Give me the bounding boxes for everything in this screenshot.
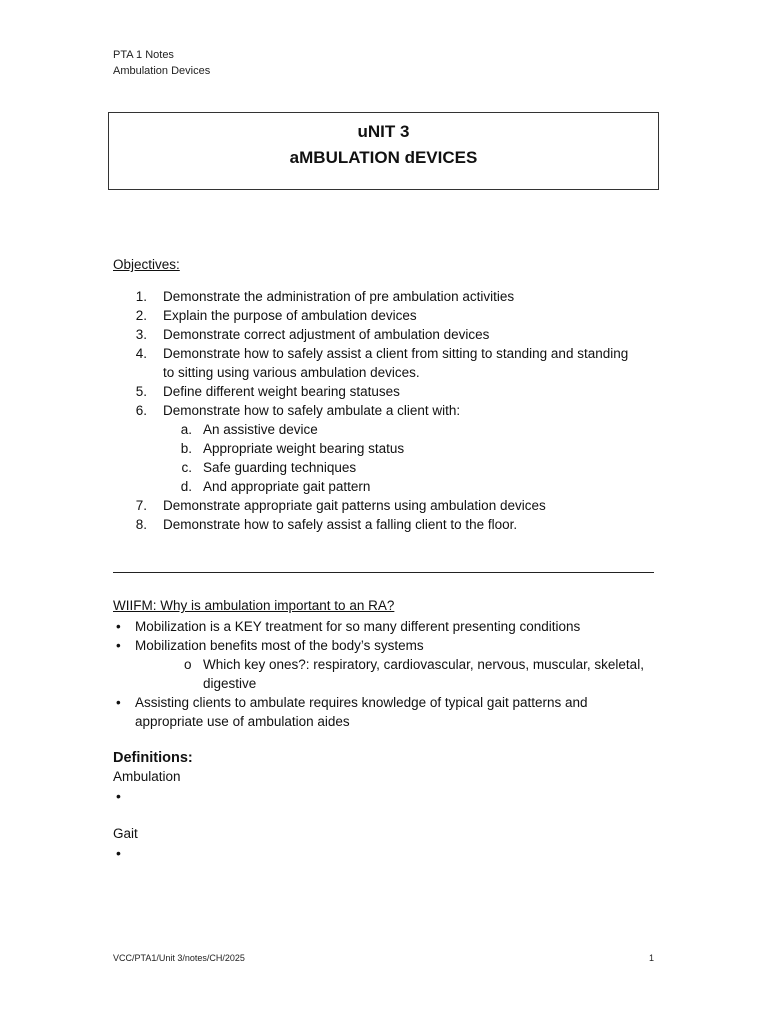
bullet-icon: • (116, 695, 121, 710)
bullet-icon: • (116, 619, 121, 634)
empty-bullet-icon: • (116, 845, 121, 861)
objective-text: Demonstrate appropriate gait patterns using ambulation devices (163, 498, 546, 513)
bullet-text: Assisting clients to ambulate requires knowledge of typical gait patterns and (135, 695, 588, 710)
running-header (113, 47, 210, 79)
unit-title: aMBULATION dEVICES (289, 148, 478, 167)
empty-bullet-icon: • (116, 788, 121, 804)
objective-text: Demonstrate correct adjustment of ambulation devices (163, 327, 490, 342)
subitem-letter: c. (181, 460, 192, 475)
objective-number: 5. (135, 384, 147, 399)
bullet-text: Mobilization is a KEY treatment for so many different presenting conditions (135, 619, 581, 634)
subitem-text: Appropriate weight bearing status (203, 441, 405, 456)
objective-text: Demonstrate the administration of pre ambulation activities (163, 289, 515, 304)
sub-bullet-text-continued: digestive (203, 676, 257, 691)
objective-number: 8. (135, 517, 147, 532)
page-number: 1 (649, 953, 655, 963)
subitem-letter: a. (180, 422, 192, 437)
objective-text: Define different weight bearing statuses (163, 384, 400, 399)
subitem-text: And appropriate gait pattern (203, 479, 371, 494)
objective-text: Demonstrate how to safely assist a client from sitting to standing and standing (163, 346, 629, 361)
unit-title-box (108, 112, 659, 190)
header-line-2: Ambulation Devices (113, 65, 211, 77)
subitem-text: An assistive device (203, 422, 318, 437)
objective-text: Explain the purpose of ambulation devices (163, 308, 417, 323)
subitem-text: Safe guarding techniques (203, 460, 357, 475)
objective-number: 6. (135, 403, 147, 418)
section-divider (113, 572, 654, 573)
objective-text: Demonstrate how to safely assist a falling client to the floor. (163, 517, 518, 532)
objective-text: Demonstrate how to safely ambulate a client with: (163, 403, 461, 418)
subitem-letter: d. (180, 479, 192, 494)
definition-term-ambulation: Ambulation (113, 769, 181, 784)
bullet-text: Mobilization benefits most of the body’s systems (135, 638, 424, 653)
definition-term-gait: Gait (113, 826, 138, 841)
header-line-1: PTA 1 Notes (113, 49, 174, 61)
objective-number: 3. (135, 327, 147, 342)
objective-number: 7. (135, 498, 147, 513)
wiifm-heading: WIIFM: Why is ambulation important to an RA? (113, 598, 395, 613)
subitem-letter: b. (180, 441, 192, 456)
sub-bullet-icon: o (184, 657, 192, 672)
unit-number: uNIT 3 (357, 122, 410, 141)
bullet-icon: • (116, 638, 121, 653)
objective-number: 4. (135, 346, 147, 361)
footer-reference: VCC/PTA1/Unit 3/notes/CH/2025 (113, 953, 245, 963)
objective-text-continued: to sitting using various ambulation devices. (163, 365, 420, 380)
objective-number: 2. (135, 308, 147, 323)
definitions-heading: Definitions: (113, 750, 193, 766)
objectives-heading: Objectives: (113, 257, 180, 272)
objective-number: 1. (135, 289, 147, 304)
bullet-text-continued: appropriate use of ambulation aides (135, 714, 350, 729)
sub-bullet-text: Which key ones?: respiratory, cardiovascular, nervous, muscular, skeletal, (203, 657, 644, 672)
